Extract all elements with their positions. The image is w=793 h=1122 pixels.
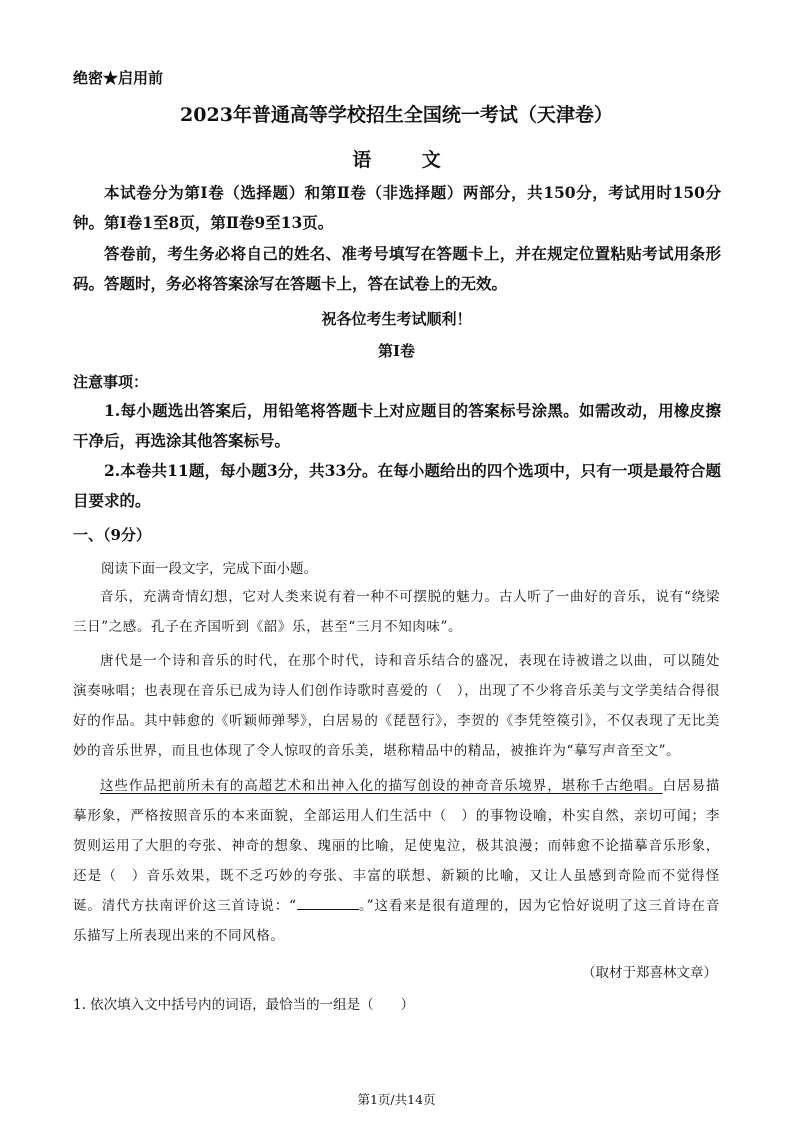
- passage-paragraph-2: 唐代是一个诗和音乐的时代，在那个时代，诗和音乐结合的盛况，表现在诗被谱之以曲，可以随处演奏咏唱；也表现在音乐已成为诗人们创作诗歌时喜爱的（ ），出现了不少将音乐美与文学美结合得很好的作品。其中韩愈的《听颖师弹琴》，白居易的《琵琶行》，李贺的《李凭箜篌引》，不仅表现了无比美妙的音乐世界，而且也体现了令人惊叹的音乐美，堪称精品中的精品，被推许为“摹写声音至文”。: [73, 653, 720, 759]
- underlined-sentence: 这些作品把前所未有的高超艺术和出神入化的描写创设的神奇音乐境界，堪称千古绝唱。: [100, 778, 663, 794]
- question-1: 1. 依次填入文中括号内的词语，最恰当的一组是（ ）: [73, 997, 415, 1013]
- section-heading: 一、（9分）: [73, 526, 151, 544]
- instruction-paragraph-1: 本试卷分为第Ⅰ卷（选择题）和第Ⅱ卷（非选择题）两部分，共150分，考试用时150分钟。第Ⅰ卷1至8页，第Ⅱ卷9至13页。: [73, 183, 721, 232]
- good-luck-line: 祝各位考生考试顺利！: [321, 310, 472, 328]
- passage-paragraph-1: 音乐，充满奇情幻想，它对人类来说有着一种不可摆脱的魅力。古人听了一曲好的音乐，说有“绕梁三日”之感。孔子在齐国听到《韶》乐，甚至“三月不知肉味”。: [73, 589, 720, 635]
- note-item-2: 2.本卷共11题，每小题3分，共33分。在每小题给出的四个选项中，只有一项是最符合题目要求的。: [73, 461, 721, 510]
- instruction-paragraph-2: 答卷前，考生务必将自己的姓名、准考号填写在答题卡上，并在规定位置粘贴考试用条形码。答题时，务必将答案涂写在答题卡上，答在试卷上的无效。: [73, 244, 721, 293]
- secret-mark: 绝密★启用前: [73, 69, 164, 87]
- notes-heading: 注意事项：: [73, 373, 149, 391]
- note-item-1: 1.每小题选出答案后，用铅笔将答题卡上对应题目的答案标号涂黑。如需改动，用橡皮擦干净后，再选涂其他答案标号。: [73, 401, 721, 450]
- answer-blank: [297, 895, 359, 910]
- source-note: （取材于郑喜林文章）: [582, 965, 717, 981]
- volume-heading: 第Ⅰ卷: [377, 342, 416, 360]
- passage-paragraph-3: [73, 771, 720, 951]
- section-intro: 阅读下面一段文字，完成下面小题。: [101, 561, 317, 577]
- passage-paragraph-3-text: 白居易描摹形象，严格按照音乐的本来面貌，全部运用人们生活中（ ）的事物设喻，朴实自然，亲切可闻；李贺则运用了大胆的夸张、神奇的想象、瑰丽的比喻，足使鬼泣，极其浪漫；而韩愈不论描摹音乐形象，还是（ ）音乐效果，既不乏巧妙的夸张、丰富的联想、新颖的比喻，又让人虽感到奇险而不觉得怪诞。清代方扶南评价这三首诗说：“: [73, 778, 720, 914]
- subject-title: 语 文: [352, 149, 463, 171]
- exam-title: 2023年普通高等学校招生全国统一考试（天津卷）: [180, 104, 613, 126]
- page-number: 第1页/共14页: [357, 1092, 436, 1107]
- passage-paragraph-3-tail: 。”这看来是很有道理的，因为它恰好说明了这三首诗在音乐描写上所表现出来的不同风格。: [73, 898, 720, 944]
